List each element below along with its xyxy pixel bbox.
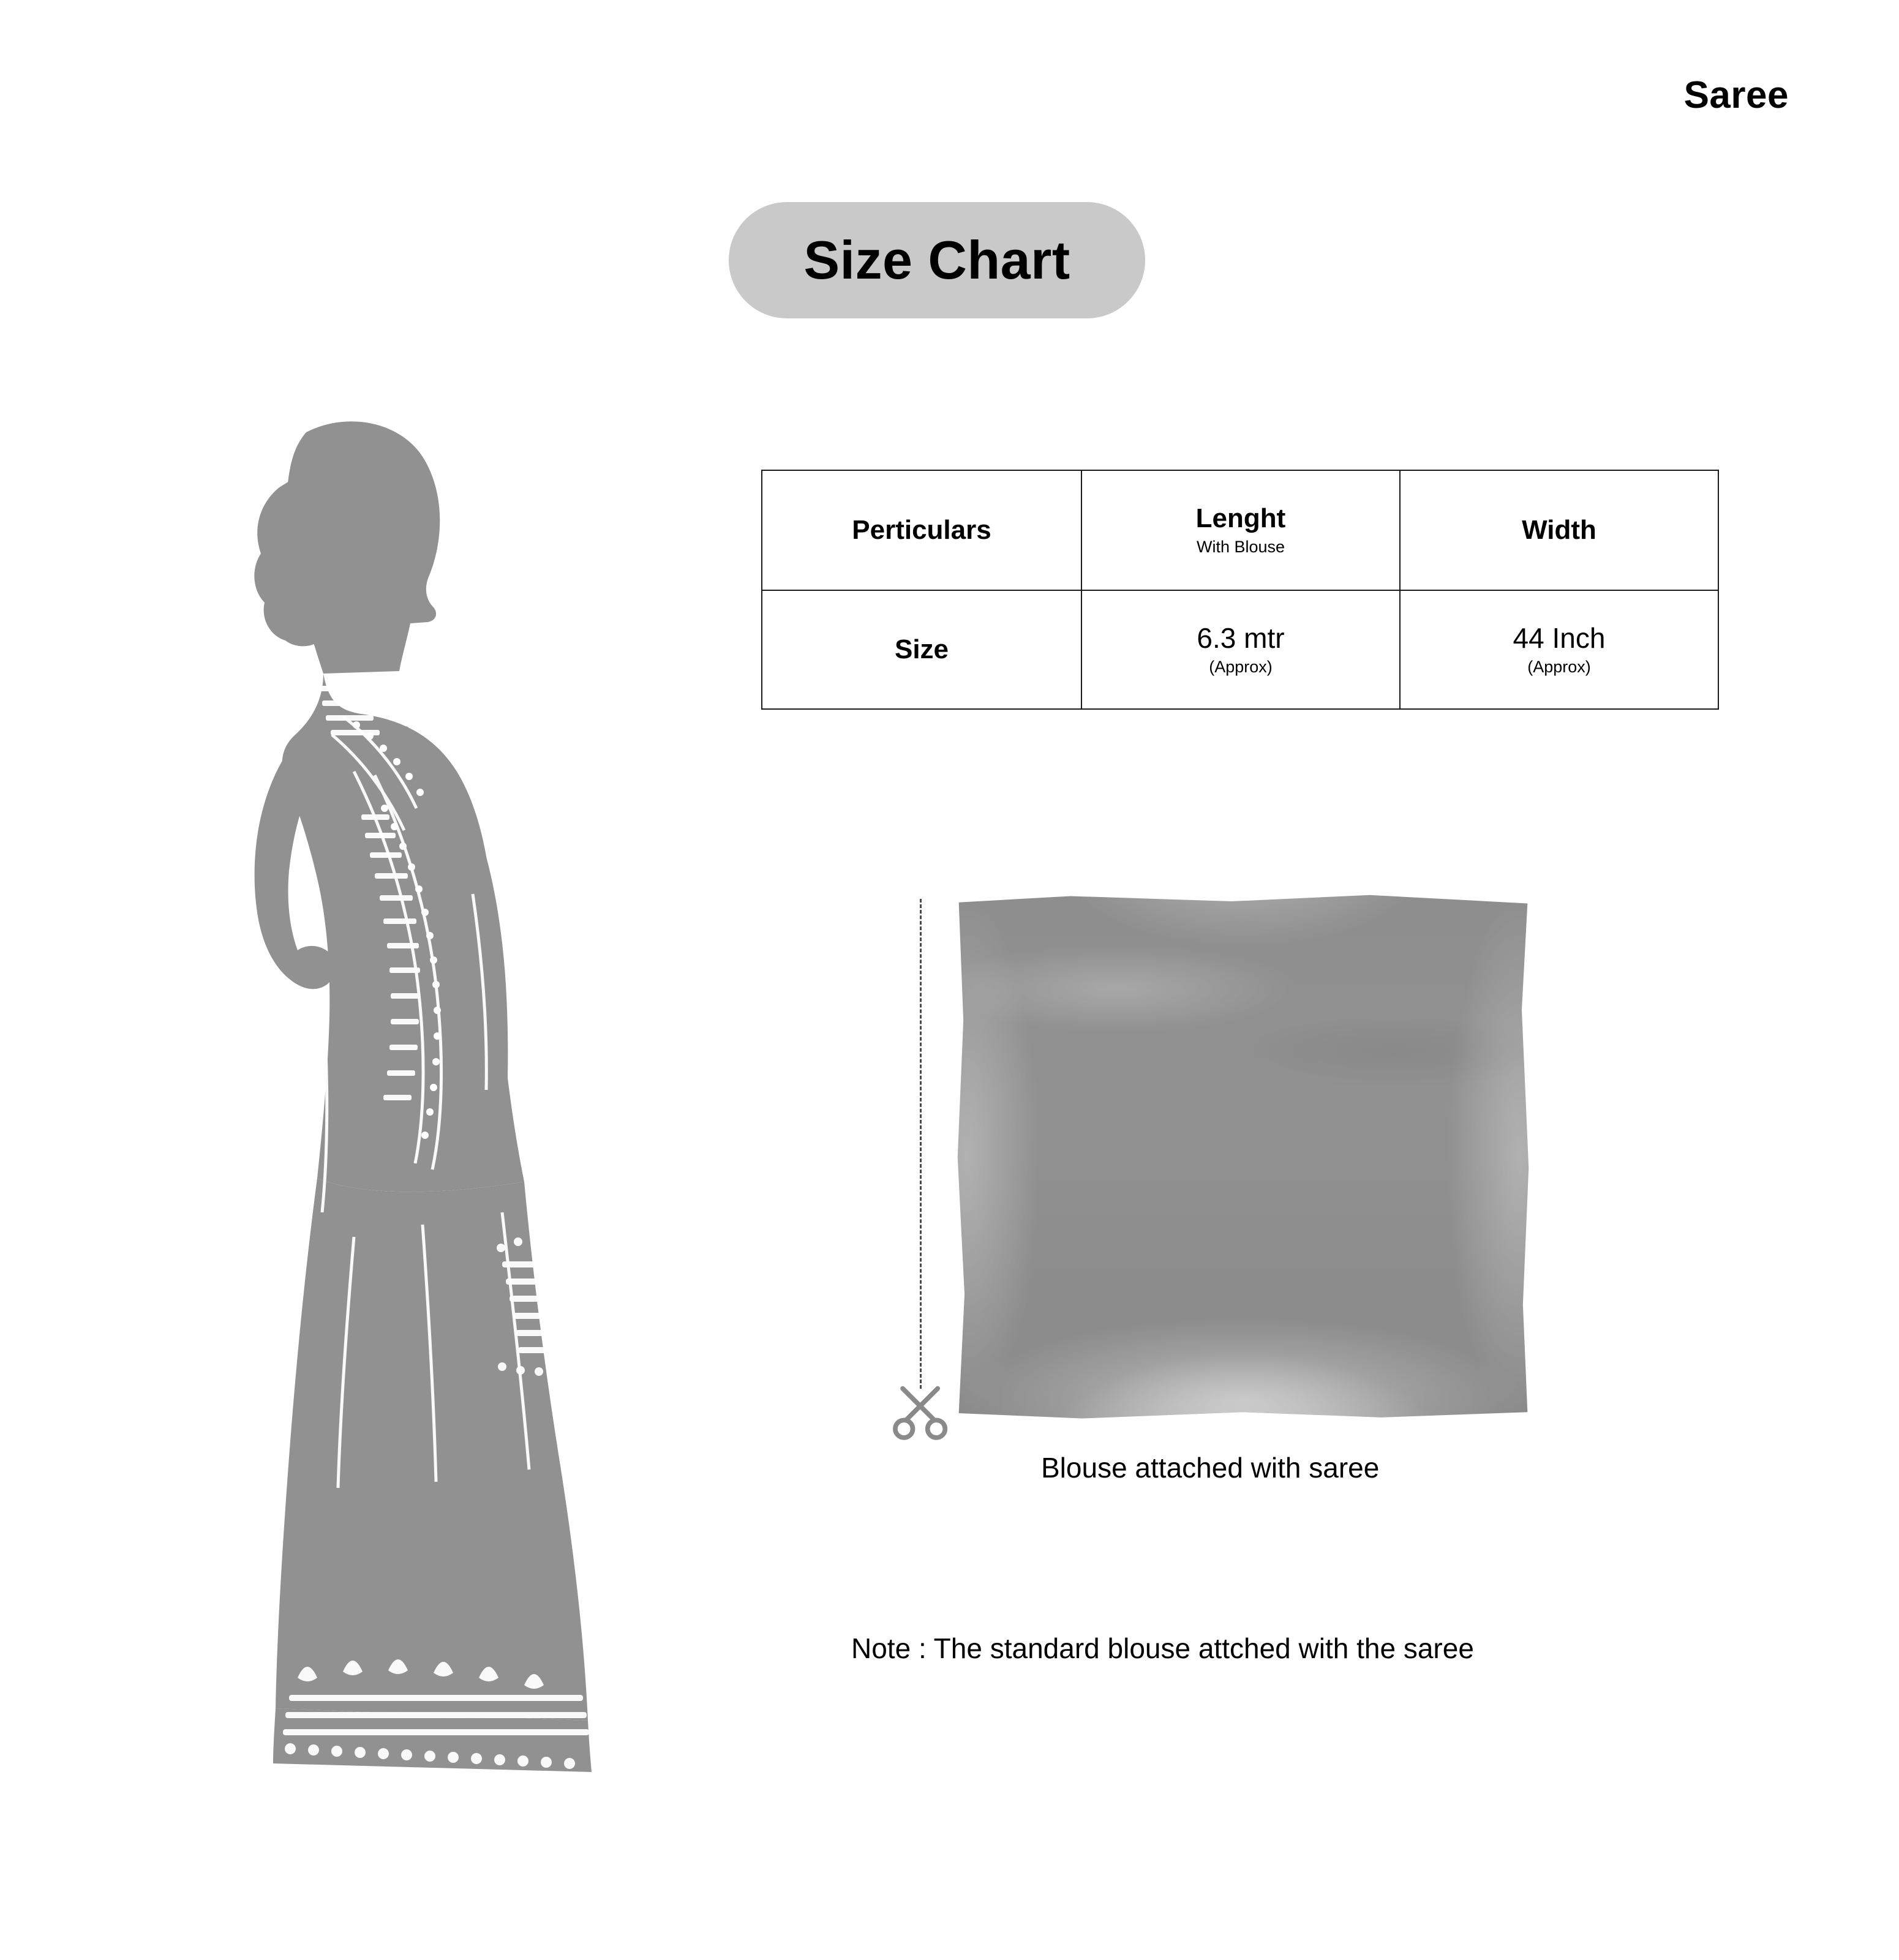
note-text: Note : The standard blouse attched with the saree — [851, 1632, 1474, 1664]
saree-model-silhouette — [159, 343, 625, 1812]
table-row — [762, 590, 1718, 709]
cut-guide-dashed-line — [920, 899, 922, 1389]
cell-value-length: 6.3 mtr — [1197, 621, 1285, 654]
header-label-width: Width — [1522, 514, 1596, 545]
table-header-cell-lenght — [1081, 470, 1400, 590]
table-header-cell-width — [1400, 470, 1718, 590]
cell-subvalue-length: (Approx) — [1209, 658, 1273, 677]
cell-value-width: 44 Inch — [1513, 621, 1606, 654]
table-cell-length-value — [1081, 590, 1400, 709]
header-sublabel-lenght: With Blouse — [1196, 538, 1285, 557]
size-chart-heading-label: Size Chart — [803, 230, 1070, 290]
size-chart-heading — [729, 202, 1145, 318]
table-header-row — [762, 470, 1718, 590]
blouse-fabric-illustration — [906, 894, 1494, 1433]
header-label-perticulars: Perticulars — [852, 514, 991, 545]
scissors-icon — [889, 1378, 957, 1445]
fabric-caption: Blouse attached with saree — [1041, 1452, 1380, 1484]
cell-subvalue-width: (Approx) — [1527, 658, 1591, 677]
table-header-cell-perticulars — [762, 470, 1081, 590]
size-chart-table — [761, 470, 1719, 710]
table-cell-size-label — [762, 590, 1081, 709]
product-title: Saree — [1683, 74, 1789, 116]
table-cell-width-value — [1400, 590, 1718, 709]
cell-label-size: Size — [894, 634, 949, 664]
header-label-lenght: Lenght — [1195, 503, 1286, 533]
fabric-swatch — [955, 894, 1531, 1421]
